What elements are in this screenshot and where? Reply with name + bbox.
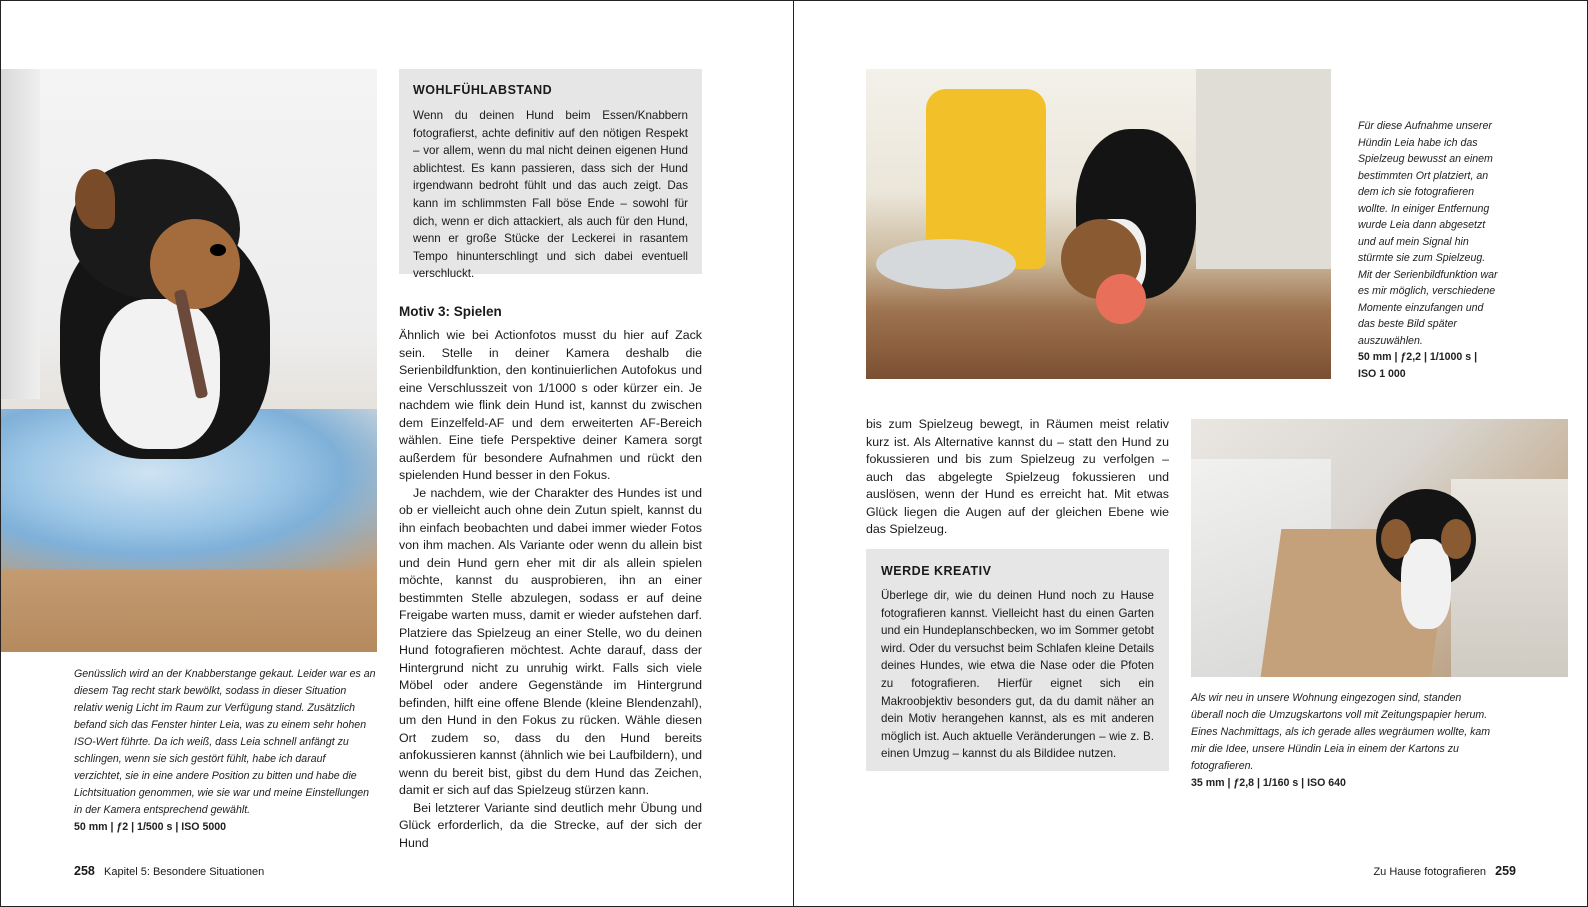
page-number: 259 bbox=[1495, 864, 1516, 878]
paragraph: Bei letzterer Variante sind deutlich mehr Übung und Glück erforderlich, da die Strecke, auf der sich der Hund bbox=[399, 800, 702, 850]
running-head: Kapitel 5: Besondere Situationen bbox=[104, 866, 265, 878]
body-text-left bbox=[399, 327, 702, 852]
page-number: 258 bbox=[74, 864, 95, 878]
folio-right bbox=[1373, 864, 1516, 878]
photo-dog-chewing bbox=[0, 69, 377, 652]
box-title: WOHLFÜHLABSTAND bbox=[413, 83, 553, 97]
info-box-wohlfuehlabstand bbox=[399, 69, 702, 281]
info-box-werde-kreativ bbox=[866, 549, 1169, 771]
photo-dog-in-box bbox=[1191, 419, 1568, 677]
exif-info: 50 mm | ƒ2,2 | 1/1000 s | ISO 1 000 bbox=[1358, 351, 1478, 380]
caption-text: Für diese Aufnahme unserer Hündin Leia habe ich das Spielzeug bewusst an einem bestimmten Ort platziert, an dem ich sie fotografieren wollte. In einiger Entfernung wurde Leia dann abgesetzt und auf mein Signal hin stürmte sie zum Spielzeug. Mit der Serienbildfunktion war es mir möglich, verschiedene Momente einzufangen und das beste Bild später auszuwählen. bbox=[1358, 120, 1498, 347]
paragraph: Ähnlich wie bei Actionfotos musst du hier auf Zack sein. Stelle in deiner Kamera deshalb die Serienbildfunktion, den kontinuierlichen Autofokus und eine Verschlusszeit von 1/1000 s oder kürzer ein. Je nachdem wie flink dein Hund ist, kannst du zwischen dem Einzelfeld-AF und dem erweiterten AF-Bereich wählen. Eine tiefe Perspektive deiner Kamera sorgt außerdem für besondere Aufnahmen und rückt den spielenden Hund besser in den Fokus. bbox=[399, 328, 702, 482]
section-heading: Motiv 3: Spielen bbox=[399, 304, 502, 319]
exif-info: 35 mm | ƒ2,8 | 1/160 s | ISO 640 bbox=[1191, 777, 1346, 789]
folio-left bbox=[74, 864, 264, 878]
caption-text: Genüsslich wird an der Knabberstange gekaut. Leider war es an diesem Tag recht stark bewölkt, sodass in dieser Situation relativ wenig Licht im Raum zur Verfügung stand. Zusätzlich befand sich das Fenster hinter Leia, was zu einem sehr hohen ISO-Wert führte. Da ich weiß, dass Leia schnell anfängt zu schlingen, wenn sie sich gestört fühlt, habe ich darauf verzichtet, sie in eine andere Position zu bitten und habe die Lichtsituation genommen, wie sie war und meine Einstellungen in der Kamera entsprechend gewählt. bbox=[74, 668, 376, 816]
caption-text: Als wir neu in unsere Wohnung eingezogen sind, standen überall noch die Umzugskartons voll mit Zeitungspapier herum. Eines Nachmittags, als ich gerade alles wegräumen wollte, kam mir die Idee, unsere Hündin Leia in einem der Kartons zu fotografieren. bbox=[1191, 692, 1491, 772]
box-title: WERDE KREATIV bbox=[881, 564, 992, 578]
photo-caption bbox=[1191, 690, 1491, 792]
photo-caption bbox=[74, 666, 376, 836]
photo-caption bbox=[1358, 118, 1498, 383]
exif-info: 50 mm | ƒ2 | 1/500 s | ISO 5000 bbox=[74, 821, 227, 833]
running-head: Zu Hause fotografieren bbox=[1373, 866, 1486, 878]
paragraph: bis zum Spielzeug bewegt, in Räumen meist relativ kurz ist. Als Alternative kannst du – statt den Hund zu fokussieren und bis zum Spielzeug zu verfolgen – auch das abgelegte Spielzeug fokussieren und auslösen, wenn der Hund es erreicht hat. Mit etwas Glück liegen die Augen auf der gleichen Ebene wie das Spielzeug. bbox=[866, 417, 1169, 536]
box-text: Überlege dir, wie du deinen Hund noch zu Hause fotografieren kannst. Vielleicht hast du einen Garten und ein Hundeplanschbecken, wo im Sommer getobt wird. Oder du versuchst beim Schlafen kleine Details deines Hundes, wie etwa die Nase oder die Pfoten zu fotografieren. Hierfür eignet sich ein Makroobjektiv besonders gut, da du damit näher an dein Motiv herangehen kannst, als es mit anderen möglich ist. Auch aktuelle Veränderungen – wie z. B. einen Umzug – kannst du als Bildidee nutzen. bbox=[881, 589, 1154, 761]
right-page bbox=[794, 0, 1588, 907]
paragraph: Je nachdem, wie der Charakter des Hundes ist und ob er vielleicht auch ohne dein Zutun spielt, kannst du ihn einfach beobachten und dabei immer wieder Fotos von ihm machen. Als Variante oder wenn du allein bist und dein Hund gern eher mit dir als allein spielen möchte, kannst du ausprobieren, ihn an einer bestimmten Stelle abzulegen, sodass er auf deine Freigabe warten muss, damit er wieder aufstehen darf. Platziere das Spielzeug an einer Stelle, wo du deinen Hund fotografieren möchtest. Achte darauf, dass der Hintergrund nicht zu unruhig wirkt. Falls sich viele Möbel oder andere Gegenstände im Hintergrund befinden, hilft eine offene Blende (kleine Blendenzahl), um den Hund in den Fokus zu rücken. Wähle diesen Ort zudem so, dass du den Hund bereits anfokussieren kannst (ähnlich wie bei Laufbildern), und wenn du bereit bist, gibst du dem Hund das Zeichen, damit er sich auf das Spielzeug stürzen kann. bbox=[399, 485, 702, 797]
body-text-right bbox=[866, 416, 1169, 539]
box-text: Wenn du deinen Hund beim Essen/Knabbern fotografierst, achte definitiv auf den nötigen Respekt – vor allem, wenn du mal nicht deinen eigenen Hund ablichtest. Es kann passieren, dass sich der Hund irgendwann bedroht fühlt und das auch zeigt. Das kann im schlimmsten Fall böse Ende – sowohl für dich, wenn er dich attackiert, als auch für den Hund, wenn er große Stücke der Leckerei in rasantem Tempo hinunterschlingt und sich dabei eventuell verschluckt. bbox=[413, 109, 688, 281]
photo-dog-playing bbox=[866, 69, 1331, 379]
